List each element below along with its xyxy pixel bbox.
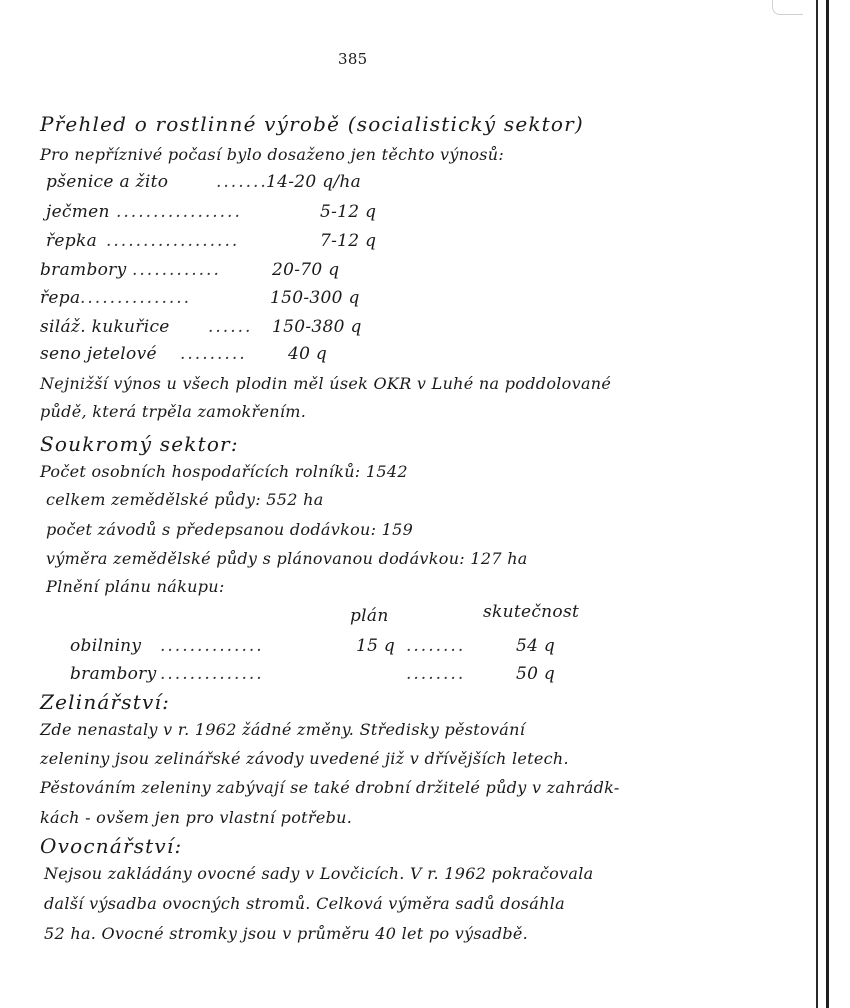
yield-row: [46, 172, 361, 192]
yield-row: [40, 260, 339, 280]
orchards-line: další výsadba ovocných stromů. Celková výměra sadů dosáhla: [44, 894, 565, 913]
page-edge-line: [826, 0, 829, 1008]
table-row: [70, 664, 555, 684]
leader-dots: ..................: [106, 231, 240, 251]
yield-crop: seno jetelové: [40, 344, 157, 364]
table-row-actual: 54 q: [516, 636, 556, 656]
table-row: [70, 636, 555, 656]
vegetables-line: Pěstováním zeleniny zabývají se také drobní držitelé půdy v zahrádk-: [40, 778, 620, 797]
leader-dots: .......: [216, 172, 268, 192]
yield-row: [40, 344, 327, 364]
leader-dots: .........: [180, 344, 247, 364]
page-number: 385: [338, 50, 368, 68]
lowest-yield-line: Nejnižší výnos u všech plodin měl úsek OKR v Luhé na poddolované: [40, 374, 612, 393]
vegetables-heading: Zelinářství:: [40, 690, 171, 714]
table-row-plan: 15 q: [356, 636, 396, 656]
intro-line: Pro nepříznivé počasí bylo dosaženo jen těchto výnosů:: [40, 145, 505, 164]
leader-dots: .................: [116, 202, 242, 222]
orchards-line: Nejsou zakládány ovocné sady v Lovčicích. V r. 1962 pokračovala: [44, 864, 594, 883]
yield-value: 150-380 q: [272, 317, 362, 337]
yield-crop: řepka: [46, 231, 98, 251]
private-line: celkem zemědělské půdy: 552 ha: [46, 490, 324, 509]
vegetables-line: Zde nenastaly v r. 1962 žádné změny. Středisky pěstování: [40, 720, 526, 739]
leader-dots: ........: [406, 636, 466, 656]
orchards-heading: Ovocnářství:: [40, 834, 183, 858]
private-sector-heading: Soukromý sektor:: [40, 432, 239, 456]
page-corner-mark: [772, 0, 803, 15]
table-row-name: obilniny: [70, 636, 142, 656]
leader-dots: ..............: [160, 664, 264, 684]
yield-row: [46, 231, 376, 251]
table-row-actual: 50 q: [516, 664, 556, 684]
yield-crop: pšenice a žito: [46, 172, 169, 192]
yield-value: 5-12 q: [320, 202, 377, 222]
yield-value: 40 q: [288, 344, 328, 364]
yield-crop: řepa: [40, 288, 81, 308]
yield-value: 150-300 q: [270, 288, 360, 308]
table-row-name: brambory: [70, 664, 157, 684]
yield-value: 7-12 q: [320, 231, 377, 251]
lowest-yield-line: půdě, která trpěla zamokřením.: [40, 402, 307, 421]
section-heading: Přehled o rostlinné výrobě (socialistický sektor): [40, 112, 584, 136]
private-line: Počet osobních hospodařících rolníků: 1542: [40, 462, 408, 481]
yield-crop: ječmen: [46, 202, 110, 222]
table-header-actual: skutečnost: [483, 602, 580, 622]
yield-crop: siláž. kukuřice: [40, 317, 170, 337]
yield-row: [46, 202, 376, 222]
private-line: Plnění plánu nákupu:: [46, 577, 225, 596]
orchards-line: 52 ha. Ovocné stromky jsou v průměru 40 let po výsadbě.: [44, 924, 529, 943]
yield-value: 14-20 q/ha: [266, 172, 362, 192]
private-line: počet závodů s předepsanou dodávkou: 159: [46, 520, 414, 539]
leader-dots: ........: [406, 664, 466, 684]
leader-dots: ..............: [160, 636, 264, 656]
leader-dots: ......: [208, 317, 253, 337]
yield-crop: brambory: [40, 260, 127, 280]
page-edge-line: [816, 0, 818, 1008]
vegetables-line: kách - ovšem jen pro vlastní potřebu.: [40, 808, 353, 827]
leader-dots: ...............: [80, 288, 192, 308]
yield-row: [40, 288, 360, 308]
table-header-plan: plán: [350, 606, 389, 626]
vegetables-line: zeleniny jsou zelinářské závody uvedené již v dřívějších letech.: [40, 749, 569, 768]
private-line: výměra zemědělské půdy s plánovanou dodávkou: 127 ha: [46, 549, 528, 568]
yield-row: [40, 317, 362, 337]
leader-dots: ............: [132, 260, 221, 280]
yield-value: 20-70 q: [272, 260, 340, 280]
